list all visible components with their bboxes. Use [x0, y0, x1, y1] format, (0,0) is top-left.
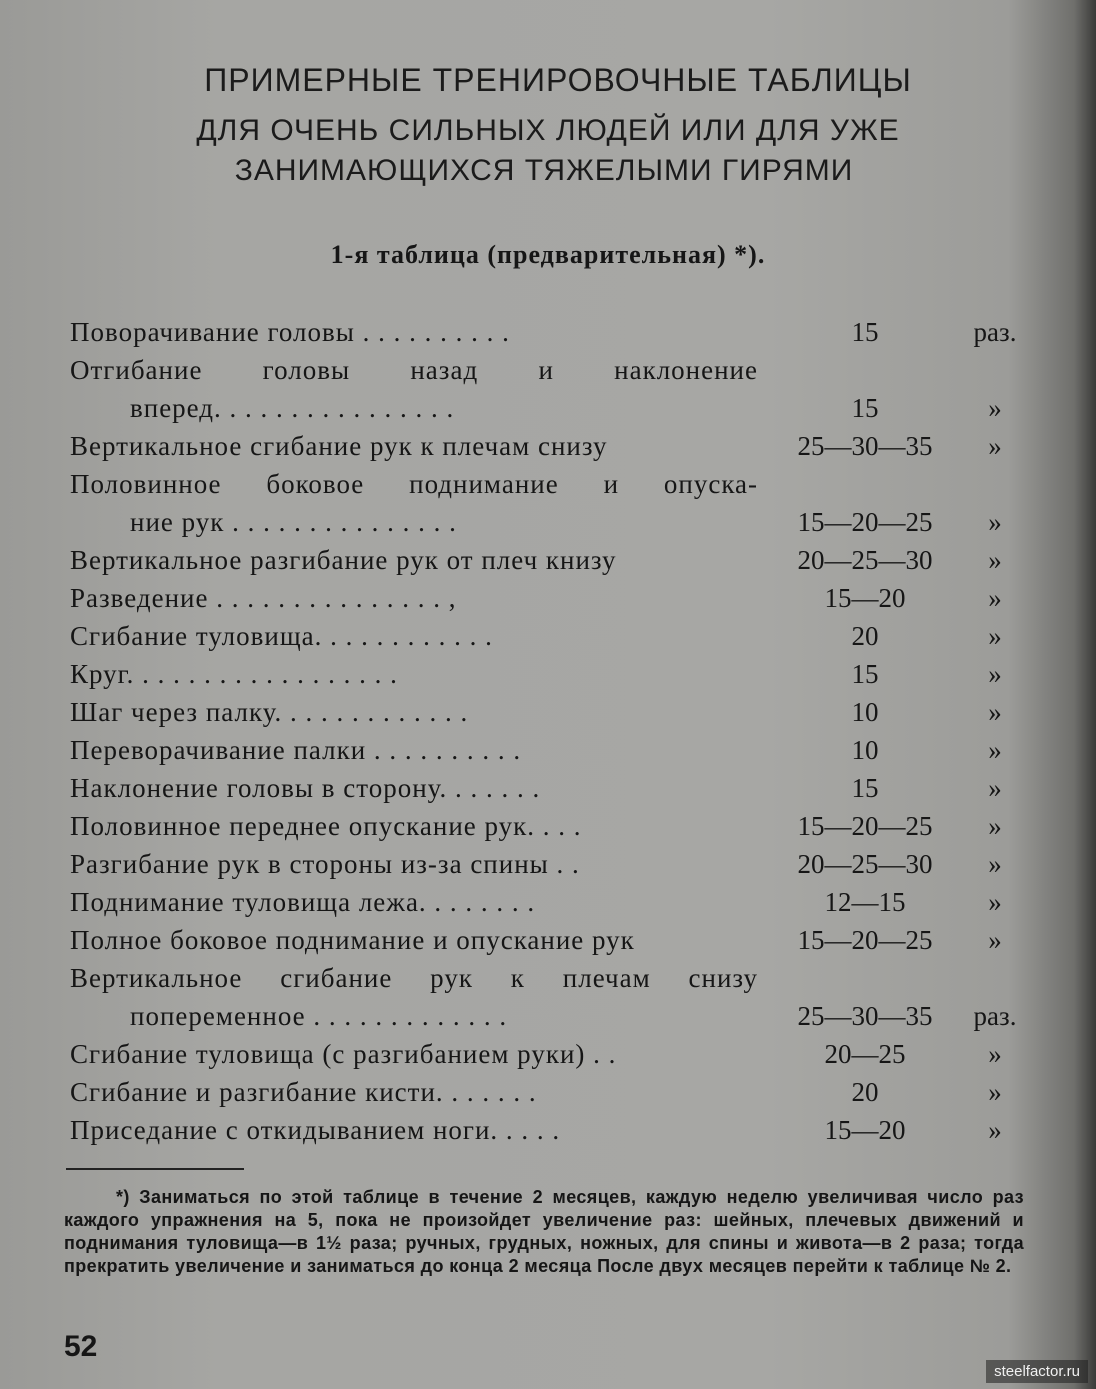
page-subtitle-line-1: ДЛЯ ОЧЕНЬ СИЛЬНЫХ ЛЮДЕЙ ИЛИ ДЛЯ УЖЕ — [196, 114, 900, 147]
exercise-unit: » — [988, 849, 1002, 879]
exercise-name: Половинное боковое поднимание и опуска- — [70, 469, 758, 499]
exercise-count: 12—15 — [824, 887, 906, 917]
exercise-name: Вертикальное разгибание рук от плеч книзу — [70, 545, 617, 575]
exercise-name: ние рук . . . . . . . . . . . . . . . — [130, 507, 457, 537]
exercise-name: Вертикальное сгибание рук к плечам снизу — [70, 963, 758, 993]
exercise-row-continuation — [0, 507, 1096, 543]
exercise-row — [0, 697, 1096, 733]
exercise-name: Разгибание рук в стороны из-за спины . . — [70, 849, 580, 879]
footnote: *) Заниматься по этой таблице в течение 2 месяцев, каждую неделю увеличивая число раз каждого упражнения на 5, пока не произойдет увеличение раз: шейных, плечевых движений и поднимания туловища—в 1½ раза; ручных, грудных, ножных, для спины и живота—в 2 раза; тогда прекратить увеличение и заниматься до конца 2 месяца После двух месяцев перейти к таблице № 2. — [64, 1187, 1024, 1276]
exercise-row — [0, 1077, 1096, 1113]
exercise-unit: » — [988, 583, 1002, 613]
exercise-row — [0, 1039, 1096, 1075]
exercise-row — [0, 1115, 1096, 1151]
exercise-name: Наклонение головы в сторону. . . . . . . — [70, 773, 541, 803]
exercise-unit: » — [988, 811, 1002, 841]
exercise-count: 15—20—25 — [797, 925, 933, 955]
exercise-name: Разведение . . . . . . . . . . . . . . . , — [70, 583, 457, 613]
exercise-count: 15—20—25 — [797, 507, 933, 537]
exercise-name: Полное боковое поднимание и опускание рук — [70, 925, 635, 955]
exercise-name: Переворачивание палки . . . . . . . . . . — [70, 735, 522, 765]
exercise-count: 25—30—35 — [797, 1001, 933, 1031]
exercise-name: Вертикальное сгибание рук к плечам снизу — [70, 431, 608, 461]
exercise-unit: » — [988, 697, 1002, 727]
exercise-row — [0, 849, 1096, 885]
page-number: 52 — [64, 1330, 98, 1363]
exercise-unit: » — [988, 925, 1002, 955]
table-caption: 1-я таблица (предварительная) *). — [330, 240, 766, 269]
exercise-unit: » — [988, 545, 1002, 575]
exercise-count: 15—20—25 — [797, 811, 933, 841]
exercise-name: Поднимание туловища лежа. . . . . . . . — [70, 887, 536, 917]
exercise-unit: » — [988, 621, 1002, 651]
exercise-row — [0, 317, 1096, 353]
exercise-row — [0, 887, 1096, 923]
exercise-row — [0, 469, 1096, 505]
exercise-count: 15 — [851, 317, 879, 347]
exercise-row — [0, 583, 1096, 619]
exercise-count: 15 — [851, 393, 879, 423]
exercise-unit: » — [988, 773, 1002, 803]
page-subtitle-line-2: ЗАНИМАЮЩИХСЯ ТЯЖЕЛЫМИ ГИРЯМИ — [234, 154, 854, 187]
exercise-row-continuation — [0, 1001, 1096, 1037]
exercise-unit: » — [988, 1077, 1002, 1107]
exercise-unit: раз. — [973, 1001, 1017, 1031]
exercise-row-continuation — [0, 393, 1096, 429]
exercise-row — [0, 621, 1096, 657]
exercise-unit: » — [988, 659, 1002, 689]
watermark: steelfactor.ru — [986, 1360, 1088, 1383]
page-title: ПРИМЕРНЫЕ ТРЕНИРОВОЧНЫЕ ТАБЛИЦЫ — [204, 62, 912, 98]
exercise-name: Поворачивание головы . . . . . . . . . . — [70, 317, 510, 347]
exercise-count: 10 — [851, 697, 879, 727]
exercise-row — [0, 963, 1096, 999]
exercise-name: Сгибание туловища. . . . . . . . . . . . — [70, 621, 493, 651]
exercise-name: вперед. . . . . . . . . . . . . . . . — [130, 393, 455, 423]
exercise-name: Сгибание и разгибание кисти. . . . . . . — [70, 1077, 537, 1107]
exercise-unit: » — [988, 1115, 1002, 1145]
exercise-count: 20 — [851, 621, 879, 651]
exercise-row — [0, 545, 1096, 581]
exercise-name: Отгибание головы назад и наклонение — [70, 355, 758, 385]
exercise-unit: » — [988, 507, 1002, 537]
exercise-unit: » — [988, 431, 1002, 461]
exercise-count: 20—25 — [824, 1039, 906, 1069]
exercise-row — [0, 773, 1096, 809]
exercise-count: 15—20 — [824, 1115, 906, 1145]
exercise-name: Круг. . . . . . . . . . . . . . . . . . — [70, 659, 398, 689]
exercise-row — [0, 355, 1096, 391]
exercise-row — [0, 811, 1096, 847]
exercise-row — [0, 735, 1096, 771]
exercise-name: Половинное переднее опускание рук. . . . — [70, 811, 582, 841]
exercise-unit: » — [988, 735, 1002, 765]
exercise-count: 20 — [851, 1077, 879, 1107]
exercise-unit: » — [988, 393, 1002, 423]
exercise-row — [0, 431, 1096, 467]
exercise-count: 20—25—30 — [797, 849, 933, 879]
exercise-count: 25—30—35 — [797, 431, 933, 461]
exercise-count: 15—20 — [824, 583, 906, 613]
exercise-row — [0, 659, 1096, 695]
exercise-unit: » — [988, 887, 1002, 917]
exercise-count: 10 — [851, 735, 879, 765]
exercise-unit: » — [988, 1039, 1002, 1069]
exercise-name: Сгибание туловища (с разгибанием руки) . . — [70, 1039, 617, 1069]
exercise-count: 15 — [851, 773, 879, 803]
exercise-unit: раз. — [973, 317, 1017, 347]
exercise-name: Приседание с откидыванием ноги. . . . . — [70, 1115, 561, 1145]
exercise-count: 15 — [851, 659, 879, 689]
footnote-divider — [66, 1168, 244, 1170]
exercise-row — [0, 925, 1096, 961]
exercise-name: попеременное . . . . . . . . . . . . . — [130, 1001, 508, 1031]
exercise-count: 20—25—30 — [797, 545, 933, 575]
exercise-name: Шаг через палку. . . . . . . . . . . . . — [70, 697, 469, 727]
